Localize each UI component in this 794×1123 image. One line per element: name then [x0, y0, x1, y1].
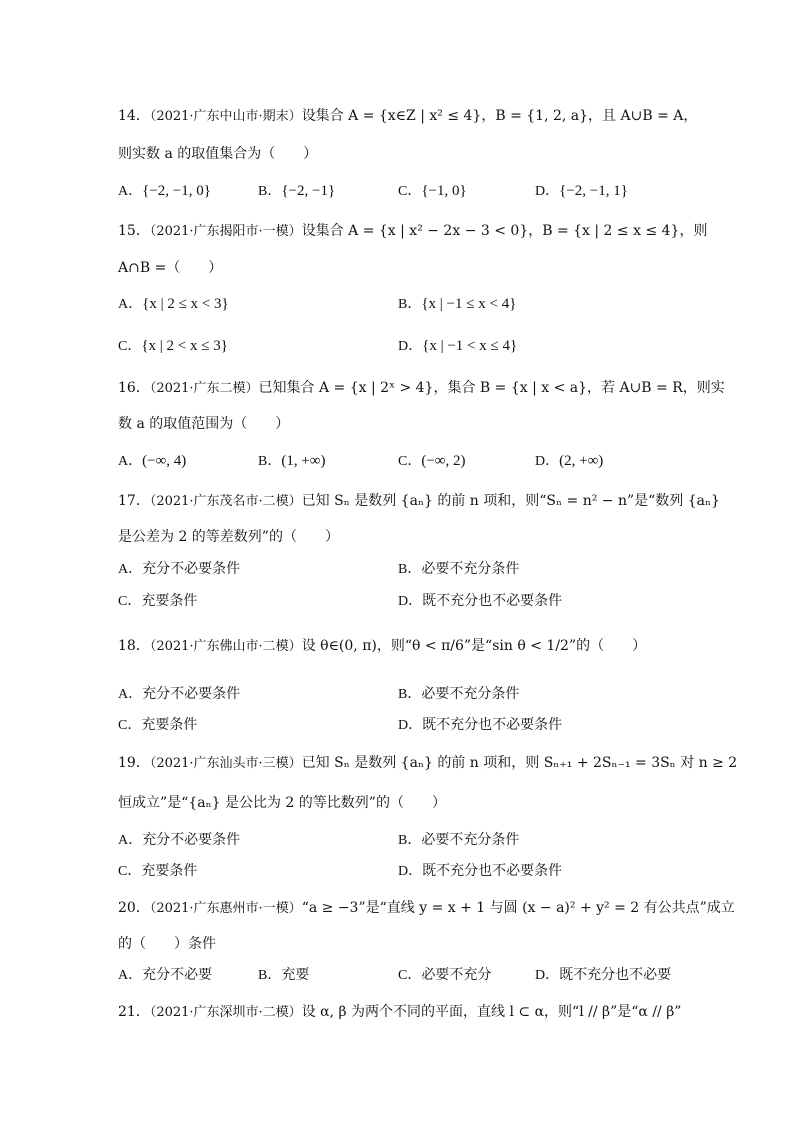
q15-option-b: B．{x | −1 ≤ x < 4}	[398, 296, 517, 312]
q17-option-a: A．充分不必要条件	[118, 561, 241, 577]
q20-option-d: D．既不充分也不必要	[535, 967, 672, 983]
q15-option-c: C．{x | 2 < x ≤ 3}	[118, 338, 228, 354]
q20-line1: 20．（2021·广东惠州市·一模）“a ≥ −3”是“直线 y = x + 1 与圆 (x − a)² + y² = 2 有公共点”成立	[118, 900, 735, 916]
q21-line1: 21．（2021·广东深圳市·二模）设 α, β 为两个不同的平面，直线 l ⊂ α，则“l // β”是“α // β”	[118, 1004, 682, 1020]
q16-option-d: D．(2, +∞)	[535, 453, 604, 469]
q20-option-c: C．必要不充分	[398, 967, 492, 983]
q14-line1: 14．（2021·广东中山市·期末）设集合 A = {x∈Z | x² ≤ 4}，B = {1, 2, a}，且 A∪B = A，	[118, 108, 698, 124]
q18-option-b: B．必要不充分条件	[398, 686, 520, 702]
q17-option-b: B．必要不充分条件	[398, 561, 520, 577]
q17-line1: 17．（2021·广东茂名市·二模）已知 Sₙ 是数列 {aₙ} 的前 n 项和，则“Sₙ = n² − n”是“数列 {aₙ}	[118, 493, 720, 509]
q18-option-d: D．既不充分也不必要条件	[398, 717, 563, 733]
q14-option-b: B．{−2, −1}	[258, 183, 336, 199]
q19-line2: 恒成立”是“{aₙ} 是公比为 2 的等比数列”的（ ）	[118, 795, 446, 811]
q15-line1: 15．（2021·广东揭阳市·一模）设集合 A = {x | x² − 2x − 3 < 0}，B = {x | 2 ≤ x ≤ 4}，则	[118, 223, 708, 239]
q19-line1: 19．（2021·广东汕头市·三模）已知 Sₙ 是数列 {aₙ} 的前 n 项和，则 Sₙ₊₁ + 2Sₙ₋₁ = 3Sₙ 对 n ≥ 2	[118, 755, 738, 771]
q18-line1: 18．（2021·广东佛山市·二模）设 θ∈(0, π)，则“θ < π/6”是“sin θ < 1/2”的（ ）	[118, 638, 647, 654]
q19-option-a: A．充分不必要条件	[118, 832, 241, 848]
q14-option-d: D．{−2, −1, 1}	[535, 183, 628, 199]
q16-option-b: B．(1, +∞)	[258, 453, 326, 469]
q19-option-d: D．既不充分也不必要条件	[398, 863, 563, 879]
q14-option-c: C．{−1, 0}	[398, 183, 467, 199]
q19-option-c: C．充要条件	[118, 863, 198, 879]
q16-line2: 数 a 的取值范围为（ ）	[118, 416, 290, 432]
q18-option-a: A．充分不必要条件	[118, 686, 241, 702]
q20-option-b: B．充要	[258, 967, 310, 983]
q14-option-a: A．{−2, −1, 0}	[118, 183, 211, 199]
q16-option-a: A．(−∞, 4)	[118, 453, 187, 469]
q15-line2: A∩B =（ ）	[118, 260, 223, 276]
q16-line1: 16．（2021·广东二模）已知集合 A = {x | 2ˣ > 4}，集合 B = {x | x < a}，若 A∪B = R，则实	[118, 380, 725, 396]
q15-option-d: D．{x | −1 < x ≤ 4}	[398, 338, 518, 354]
q16-option-c: C．(−∞, 2)	[398, 453, 466, 469]
q17-option-c: C．充要条件	[118, 593, 198, 609]
q20-line2: 的（ ）条件	[118, 936, 216, 952]
q19-option-b: B．必要不充分条件	[398, 832, 520, 848]
q17-option-d: D．既不充分也不必要条件	[398, 593, 563, 609]
q15-option-a: A．{x | 2 ≤ x < 3}	[118, 296, 229, 312]
q20-option-a: A．充分不必要	[118, 967, 213, 983]
q18-option-c: C．充要条件	[118, 717, 198, 733]
q14-line2: 则实数 a 的取值集合为（ ）	[118, 146, 318, 162]
q17-line2: 是公差为 2 的等差数列”的（ ）	[118, 529, 339, 545]
